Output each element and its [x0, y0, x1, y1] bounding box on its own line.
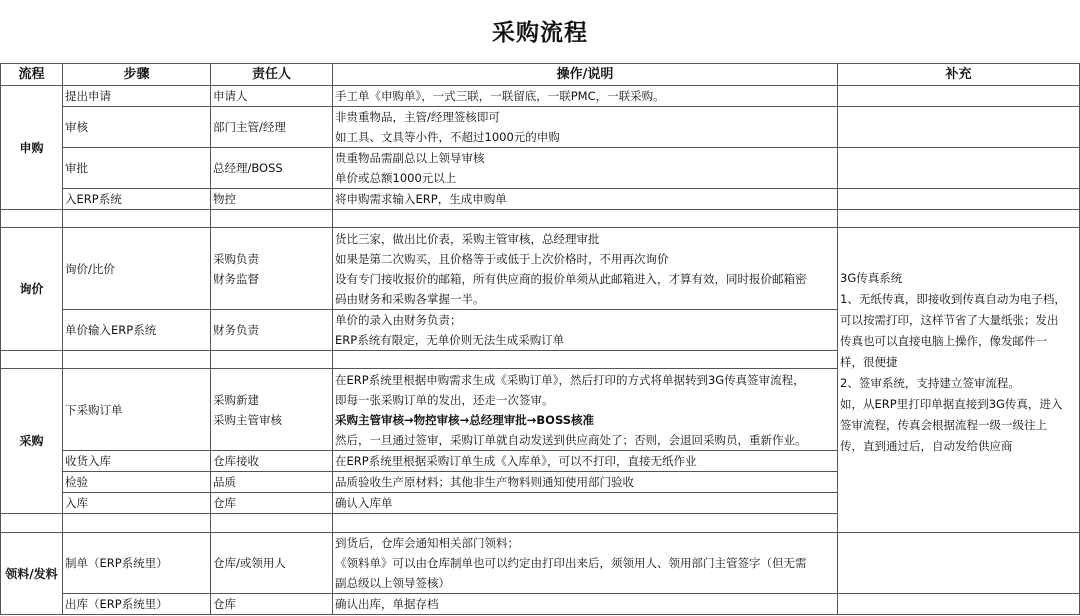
header-row: [1, 64, 1080, 86]
step-cell: 入库: [63, 493, 211, 514]
ops-cell: 贵重物品需副总以上领导审核 单价或总额1000元以上: [333, 148, 838, 189]
owner-cell: 物控: [211, 189, 333, 210]
step-cell: 询价/比价: [63, 228, 211, 310]
table-row: [1, 148, 1080, 189]
step-cell: 单价输入ERP系统: [63, 310, 211, 351]
header-supplement: 补充: [838, 64, 1080, 86]
ops-cell: 货比三家，做出比价表，采购主管审核，总经理审批 如果是第二次购买，且价格等于或低于上次价格时，不用再次询价 设有专门接收报价的邮箱，所有供应商的报价单须从此邮箱进入，才算有效，同时报价邮箱密 码由财务和采购各掌握一半。: [333, 228, 838, 310]
section-purchase: 采购: [1, 369, 63, 514]
spacer-row: [1, 210, 1080, 228]
supp-cell: [838, 86, 1080, 107]
header-step: 步骤: [63, 64, 211, 86]
owner-cell: 采购负责 财务监督: [211, 228, 333, 310]
owner-cell: 申请人: [211, 86, 333, 107]
page-title: 采购流程: [492, 20, 588, 46]
step-cell: 提出申请: [63, 86, 211, 107]
ops-cell: 在ERP系统里根据采购订单生成《入库单》，可以不打印，直接无纸作业: [333, 451, 838, 472]
step-cell: 收货入库: [63, 451, 211, 472]
step-cell: 审核: [63, 107, 211, 148]
step-cell: 出库（ERP系统里）: [63, 594, 211, 615]
table-row: [1, 533, 1080, 594]
owner-cell: 仓库: [211, 594, 333, 615]
step-cell: 检验: [63, 472, 211, 493]
ops-cell: 确认出库，单据存档: [333, 594, 838, 615]
owner-cell: 仓库接收: [211, 451, 333, 472]
header-flow: 流程: [1, 64, 63, 86]
owner-cell: 品质: [211, 472, 333, 493]
table-row: [1, 107, 1080, 148]
step-cell: 入ERP系统: [63, 189, 211, 210]
step-cell: 审批: [63, 148, 211, 189]
procurement-table: [0, 63, 1080, 615]
owner-cell: 部门主管/经理: [211, 107, 333, 148]
table-row: [1, 189, 1080, 210]
ops-cell: 品质验收生产原材料；其他非生产物料则通知使用部门验收: [333, 472, 838, 493]
header-owner: 责任人: [211, 64, 333, 86]
table-row: [1, 86, 1080, 107]
header-ops: 操作/说明: [333, 64, 838, 86]
ops-cell: 在ERP系统里根据申购需求生成《采购订单》，然后打印的方式将单据转到3G传真签审流程， 即每一张采购订单的发出，还走一次签审。 采购主管审核→物控审核→总经理审批→BOSS核准 然后，一旦通过签审，采购订单就自动发送到供应商处了；否则，会退回采购员，重新作业。: [333, 369, 838, 451]
supp-cell: [838, 107, 1080, 148]
ops-cell: 到货后，仓库会通知相关部门领料； 《领料单》可以由仓库制单也可以约定由打印出来后，须领用人、领用部门主管签字（但无需 副总级以上领导签核）: [333, 533, 838, 594]
supp-cell: [838, 533, 1080, 594]
ops-cell: 单价的录入由财务负责； ERP系统有限定，无单价则无法生成采购订单: [333, 310, 838, 351]
supp-cell: [838, 148, 1080, 189]
table-row: [1, 594, 1080, 615]
section-inquiry: 询价: [1, 228, 63, 351]
ops-cell: 将申购需求输入ERP，生成申购单: [333, 189, 838, 210]
supplement-cell: 3G传真系统 1、无纸传真，即接收到传真自动为电子档， 可以按需打印，这样节省了大量纸张；发出 传真也可以直接电脑上操作，像发邮件一 样，很便捷 2、签审系统，支持建立签审流程。 如，从ERP里打印单据直接到3G传真，进入 签审流程，传真会根据流程一级一级往上 传，直到通过后，自动发给供应商: [838, 228, 1080, 533]
section-apply: 申购: [1, 86, 63, 210]
owner-cell: 总经理/BOSS: [211, 148, 333, 189]
ops-cell: 手工单《申购单》，一式三联，一联留底，一联PMC，一联采购。: [333, 86, 838, 107]
table-row: [1, 228, 1080, 310]
owner-cell: 仓库: [211, 493, 333, 514]
owner-cell: 财务负责: [211, 310, 333, 351]
supp-cell: [838, 594, 1080, 615]
step-cell: 下采购订单: [63, 369, 211, 451]
approval-chain: 采购主管审核→物控审核→总经理审批→BOSS核准: [335, 412, 594, 427]
section-issue: 领料/发料: [1, 533, 63, 615]
owner-cell: 仓库/或领用人: [211, 533, 333, 594]
ops-cell: 确认入库单: [333, 493, 838, 514]
ops-cell: 非贵重物品，主管/经理签核即可 如工具、文具等小件，不超过1000元的申购: [333, 107, 838, 148]
step-cell: 制单（ERP系统里）: [63, 533, 211, 594]
owner-cell: 采购新建 采购主管审核: [211, 369, 333, 451]
supp-cell: [838, 189, 1080, 210]
